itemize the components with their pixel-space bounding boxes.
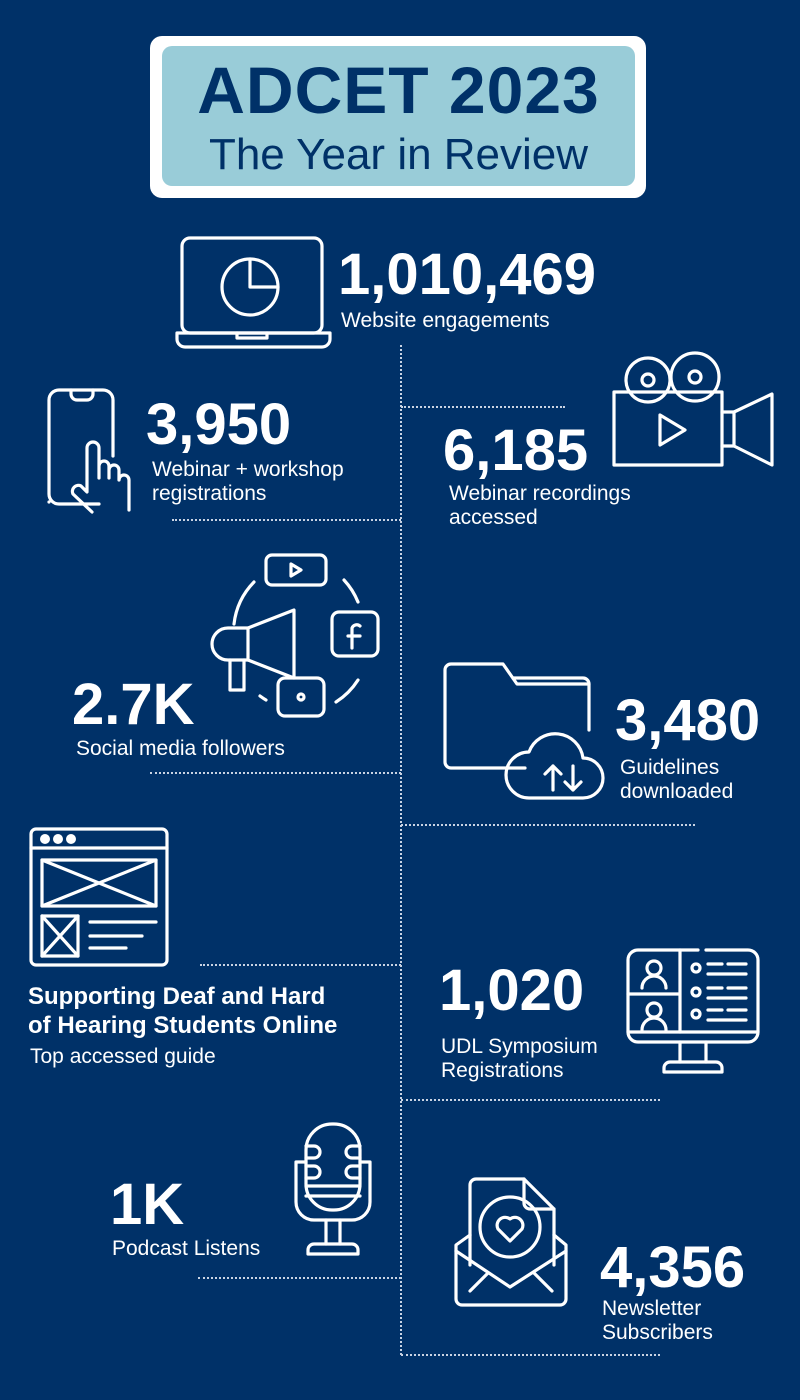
stat-label: Newsletter xyxy=(602,1297,702,1320)
stat-label: Registrations xyxy=(441,1059,564,1082)
page-subtitle: The Year in Review xyxy=(208,130,589,179)
folder-cloud-icon xyxy=(443,660,593,800)
stat-value: 4,356 xyxy=(600,1235,746,1300)
page-title: ADCET 2023 xyxy=(197,53,600,127)
stat-label: registrations xyxy=(152,482,267,505)
video-conference-monitor-icon xyxy=(624,946,764,1078)
stat-value: 1K xyxy=(110,1172,185,1237)
guide-title-line: Supporting Deaf and Hard xyxy=(28,983,326,1010)
envelope-heart-icon xyxy=(450,1175,575,1310)
divider-line xyxy=(401,824,695,826)
webpage-wireframe-icon xyxy=(28,826,170,966)
stat-value: 2.7K xyxy=(72,672,195,737)
stat-label: Podcast Listens xyxy=(112,1237,261,1260)
divider-line xyxy=(198,1277,401,1279)
stat-value: 3,480 xyxy=(615,688,761,753)
stat-value: 3,950 xyxy=(146,392,292,457)
video-camera-icon xyxy=(610,350,775,470)
stat-value: 6,185 xyxy=(443,418,589,483)
stat-label: Top accessed guide xyxy=(30,1045,216,1068)
divider-line xyxy=(401,406,565,408)
megaphone-social-icon xyxy=(210,552,385,722)
center-spine-divider xyxy=(400,345,402,1355)
divider-line xyxy=(401,1354,660,1356)
stat-label: Social media followers xyxy=(76,737,285,760)
guide-title-line: of Hearing Students Online xyxy=(28,1012,338,1039)
divider-line xyxy=(200,964,401,966)
stat-label: downloaded xyxy=(620,780,734,803)
divider-line xyxy=(150,772,401,774)
stat-value: 1,020 xyxy=(439,958,585,1023)
stat-label: UDL Symposium xyxy=(441,1035,598,1058)
stat-label: Website engagements xyxy=(341,309,550,332)
microphone-icon xyxy=(292,1120,374,1256)
divider-line xyxy=(172,519,401,521)
smartphone-tap-icon xyxy=(45,386,130,516)
divider-line xyxy=(401,1099,660,1101)
stat-label: accessed xyxy=(449,506,538,529)
stat-label: Subscribers xyxy=(602,1321,713,1344)
stat-label: Guidelines xyxy=(620,756,720,779)
stat-label: Webinar + workshop xyxy=(152,458,344,481)
laptop-pie-chart-icon xyxy=(175,235,335,350)
stat-label: Webinar recordings xyxy=(449,482,631,505)
stat-value: 1,010,469 xyxy=(338,242,597,307)
